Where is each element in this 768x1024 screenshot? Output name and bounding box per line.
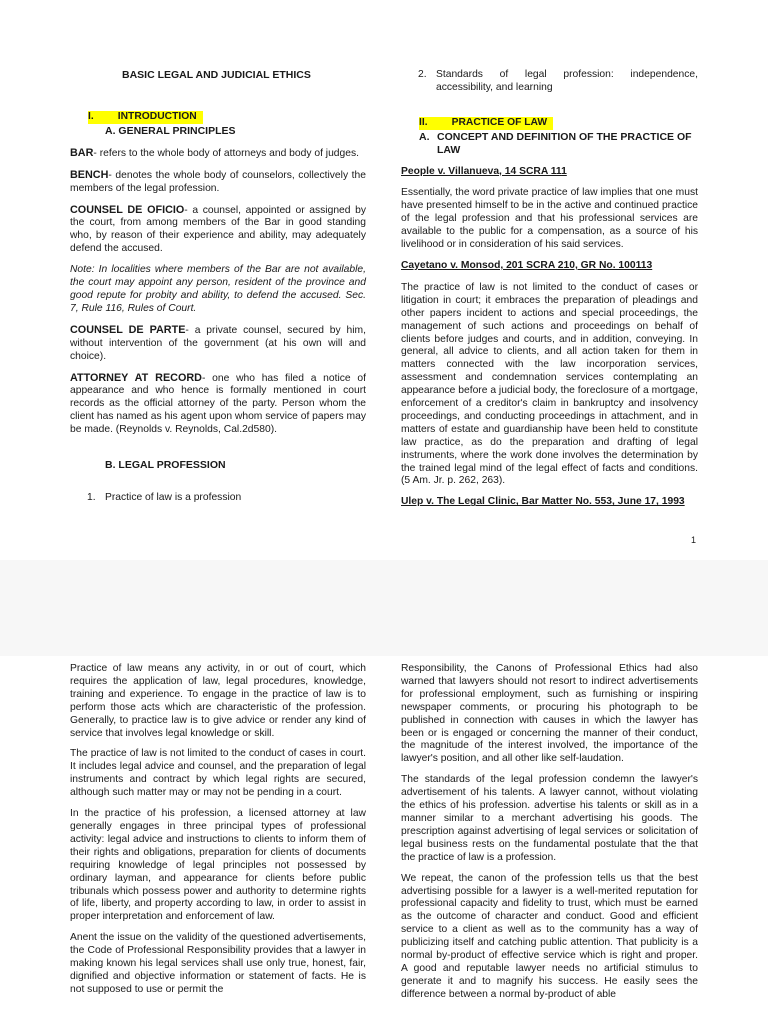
paragraph: We repeat, the canon of the profession tells us that the best advertising possible for a lawyer is a well-merited reputation for professional capacity and fidelity to trust, which must be earned as the outcome of character and conduct. Good and efficient service to a client as well as to the community has a way of publicizing itself and catching public attention. That publicity is a normal by-product of effective service which is right and proper. A good and reputable lawyer needs no artificial stimulus to generate it and to magnify his success. He easily sees the difference between a normal by-product of able — [401, 872, 698, 1000]
subsection-concept-definition: A. CONCEPT AND DEFINITION OF THE PRACTICE OF LAW — [419, 130, 692, 156]
case-citation-cayetano: Cayetano v. Monsod, 201 SCRA 210, GR No. 100113 — [401, 259, 653, 271]
definition-counsel-de-parte: COUNSEL DE PARTE- a private counsel, secured by him, without intervention of the government (at his own will and choice). — [70, 323, 366, 362]
section-1-title: INTRODUCTION — [117, 111, 197, 122]
case-citation-villanueva: People v. Villanueva, 14 SCRA 111 — [401, 165, 567, 177]
definition-counsel-de-oficio: COUNSEL DE OFICIO- a counsel, appointed or assigned by the court, from among members of the Bar in good standing who, by reason of their experience and ability, may adequately defend the accused. — [70, 203, 366, 255]
subsection-general-principles: A. GENERAL PRINCIPLES — [105, 124, 236, 137]
page-gap — [0, 560, 768, 656]
page1-left-column — [70, 111, 366, 505]
section-2-heading — [419, 117, 698, 130]
paragraph: Responsibility, the Canons of Professional Ethics had also warned that lawyers should not resort to indirect advertisements for professional employment, such as furnishing or inspiring newspaper comments, or procuring his photograph to be published in connection with causes in which the lawyer has been or is engaged or concerning the manner of their conduct, the magnitude of the interest involved, the importance of the lawyer's position, and all other like self-laudation. — [401, 663, 698, 765]
paragraph: The standards of the legal profession condemn the lawyer's advertisement of his talents. A lawyer cannot, without violating the ethics of his profession. advertise his talents or skill as in a manner similar to a merchant advertising his goods. The prescription against advertising of legal services or solicitation of legal business rests on the fundamental postulate that the that the practice of law is a profession. — [401, 774, 698, 863]
page2-left-column — [70, 663, 366, 1005]
section-2-number: II. — [419, 116, 428, 128]
definition-attorney-at-record: ATTORNEY AT RECORD- one who has filed a notice of appearance and who hence is formally mentioned in court records as the official attorney of the party. Person whom the client has named as his agent upon whom service of papers may be made. (Reynolds v. Reynolds, Cal.2d580). — [70, 371, 366, 436]
section-2-title: PRACTICE OF LAW — [451, 116, 548, 128]
page2-right-column — [401, 663, 698, 1010]
page1-right-column — [401, 69, 698, 518]
subsection-legal-profession: B. LEGAL PROFESSION — [105, 459, 226, 472]
paragraph: In the practice of his profession, a licensed attorney at law generally engages in three principal types of professional activity: legal advice and instructions to clients to inform them of their rights and obligations, preparation for clients of documents requiring knowledge of legal principles not possessed by ordinary layman, and appearance for clients before public tribunals which possess power and authority to determine rights of life, liberty, and property according to law, in order to assist in proper interpretation and enforcement of law. — [70, 808, 366, 923]
section-1-number: I. — [88, 111, 94, 122]
page-number: 1 — [690, 535, 696, 545]
section-1-heading — [88, 111, 366, 124]
list-item-1: 1. Practice of law is a profession — [87, 491, 242, 503]
definition-bar: BAR- refers to the whole body of attorneys and body of judges. — [70, 146, 359, 159]
note-paragraph: Note: In localities where members of the Bar are not available, the court may appoint any person, resident of the province and good repute for probity and ability, to defend the accused. Sec. 7, Rule 116, Rules of Court. — [70, 264, 366, 314]
document-title: BASIC LEGAL AND JUDICIAL ETHICS — [122, 69, 311, 81]
paragraph-villanueva: Essentially, the word private practice of law implies that one must have presented himself to be in the active and continued practice of the legal profession and that his professional services are available to the public for a compensation, as a source of his livelihood or in consideration of his said services. — [401, 187, 698, 251]
paragraph: Practice of law means any activity, in or out of court, which requires the application of law, legal procedures, knowledge, training and experience. To engage in the practice of law is to perform those acts which are characteristic of the profession. Generally, to practice law is to give advice or render any kind of service that involves legal knowledge or skill. — [70, 663, 366, 739]
case-citation-ulep: Ulep v. The Legal Clinic, Bar Matter No. 553, June 17, 1993 — [401, 496, 685, 508]
paragraph: The practice of law is not limited to the conduct of cases in court. It includes legal advice and counsel, and the preparation of legal instruments and contract by which legal rights are secured, although such matter may or may not be pending in a court. — [70, 748, 366, 799]
list-item-2: 2. Standards of legal profession: independence, accessibility, and learning — [418, 69, 698, 93]
paragraph-cayetano: The practice of law is not limited to the conduct of cases or litigation in court; it embraces the preparation of pleadings and other papers incident to actions and special proceedings, the management of such actions and proceedings on behalf of clients before judges and courts, and in addition, conveying. In general, all advice to clients, and all action taken for them in matters connected with the law incorporation services, assessment and condemnation services contemplating an appearance before a judicial body, the foreclosure of a mortgage, enforcement of a creditor's claim in bankruptcy and insolvency proceedings, and conducting proceedings in attachment, and in matters of estate and guardianship have been held to constitute law practice, as do the preparation and drafting of legal instruments, where the work done involves the determination by the trained legal mind of the legal effect of facts and conditions. (5 Am. Jr. p. 262, 263). — [401, 281, 698, 487]
paragraph: Anent the issue on the validity of the questioned advertisements, the Code of Professional Responsibility provides that a lawyer in making known his legal services shall use only true, honest, fair, dignified and objective information or statement of facts. He is not supposed to use or permit the — [70, 932, 366, 995]
document-page-2 — [0, 656, 768, 1024]
definition-bench: BENCH- denotes the whole body of counselors, collectively the members of the legal profession. — [70, 168, 366, 194]
